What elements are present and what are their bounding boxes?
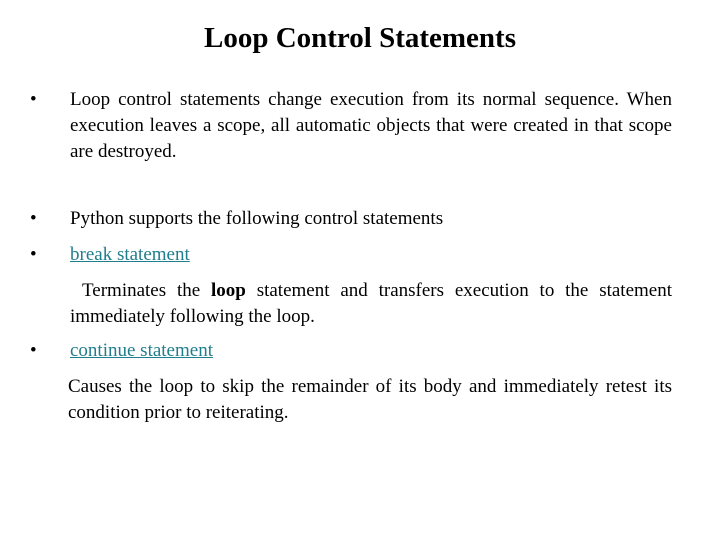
- bullet-icon: •: [30, 89, 37, 110]
- bullet-text-wrapper: [70, 338, 672, 364]
- bullet-text: Python supports the following control statements: [70, 208, 444, 229]
- continue-description: Causes the loop to skip the remainder of its body and immediately retest its condition prior to reiterating.: [68, 376, 672, 423]
- break-description-after: statement and transfers execution to the statement immediately following the loop.: [70, 280, 672, 327]
- continue-statement-link[interactable]: continue statement: [70, 340, 213, 361]
- break-description-before: Terminates the: [82, 280, 212, 301]
- bullet-icon: •: [30, 244, 37, 265]
- bullet-item-break: [30, 242, 672, 268]
- break-description-bold: loop: [211, 280, 246, 301]
- bullet-icon: •: [30, 208, 37, 229]
- bullet-item-loop-control: [30, 87, 672, 165]
- bullet-icon: •: [30, 340, 37, 361]
- break-description: [70, 278, 672, 330]
- break-statement-link[interactable]: break statement: [70, 244, 190, 265]
- bullet-item-python-supports: [30, 206, 672, 232]
- bullet-text: Loop control statements change execution from its normal sequence. When execution leaves a scope, all automatic objects that were created in that scope are destroyed.: [70, 89, 672, 162]
- bullet-text-wrapper: [70, 242, 672, 268]
- page-title: Loop Control Statements: [203, 22, 517, 54]
- bullet-item-continue: [30, 338, 672, 364]
